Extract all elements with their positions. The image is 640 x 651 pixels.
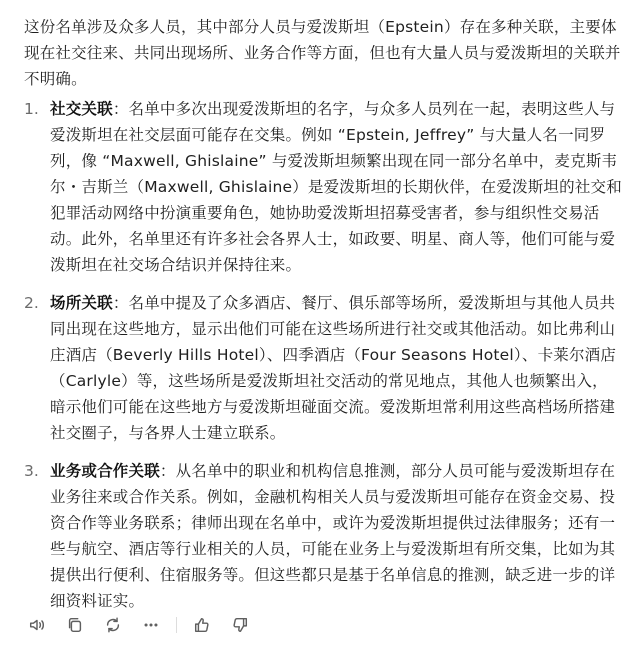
- copy-icon: [66, 616, 84, 634]
- thumbs-down-icon: [231, 616, 249, 634]
- list-item-text: ：名单中多次出现爱泼斯坦的名字，与众多人员列在一起，表明这些人与爱泼斯坦在社交层面可能存在交集。例如 “Epstein, Jeffrey” 与大量人名一同罗列，像 “Maxwell, Ghislaine” 与爱泼斯坦频繁出现在同一部分名单中，麦克斯韦尔・吉斯兰（Maxwell, Ghislaine）是爱泼斯坦的长期伙伴，在爱泼斯坦的社交和犯罪活动网络中扮演重要角色，她协助爱泼斯坦招募受害者，参与组织性交易活动。此外，名单里还有许多社会各界人士，如政要、明星、商人等，他们可能与爱泼斯坦在社交场合结识并保持往来。: [50, 100, 622, 274]
- list-number: 3.: [24, 462, 39, 480]
- list-item-body: [50, 290, 622, 446]
- list-item-title: 社交关联: [50, 100, 113, 118]
- thumbs-up-icon: [193, 616, 211, 634]
- regenerate-button[interactable]: [100, 612, 126, 638]
- list-item-text: ：名单中提及了众多酒店、餐厅、俱乐部等场所，爱泼斯坦与其他人员共同出现在这些地方，显示出他们可能在这些场所进行社交或其他活动。如比弗利山庄酒店（Beverly Hills Hotel）、四季酒店（Four Seasons Hotel）、卡莱尔酒店（Carlyle）等，这些场所是爱泼斯坦社交活动的常见地点，其他人也频繁出入，暗示他们可能在这些地方与爱泼斯坦碰面交流。爱泼斯坦常利用这些高档场所搭建社交圈子，与各界人士建立联系。: [50, 294, 617, 442]
- dislike-button[interactable]: [227, 612, 253, 638]
- list-item: [24, 96, 624, 278]
- list-item: [24, 458, 624, 614]
- more-icon: [142, 616, 160, 634]
- list-number: 2.: [24, 294, 39, 312]
- toolbar-divider: [176, 617, 177, 633]
- list-item-body: [50, 96, 622, 278]
- list-item: [24, 290, 624, 446]
- copy-button[interactable]: [62, 612, 88, 638]
- response-toolbar: [24, 612, 253, 638]
- like-button[interactable]: [189, 612, 215, 638]
- list-item-text: ：从名单中的职业和机构信息推测，部分人员可能与爱泼斯坦存在业务往来或合作关系。例如，金融机构相关人员与爱泼斯坦可能存在资金交易、投资合作等业务联系；律师出现在名单中，或许为爱泼斯坦提供过法律服务；还有一些与航空、酒店等行业相关的人员，可能在业务上与爱泼斯坦有所交集，比如为其提供出行便利、住宿服务等。但这些都只是基于名单信息的推测，缺乏进一步的详细资料证实。: [50, 462, 616, 610]
- list-number: 1.: [24, 100, 39, 118]
- read-aloud-button[interactable]: [24, 612, 50, 638]
- numbered-list: [24, 96, 624, 626]
- list-item-title: 业务或合作关联: [50, 462, 160, 480]
- speaker-icon: [28, 616, 46, 634]
- refresh-icon: [104, 616, 122, 634]
- list-item-body: [50, 458, 622, 614]
- list-item-title: 场所关联: [50, 294, 113, 312]
- more-button[interactable]: [138, 612, 164, 638]
- intro-paragraph: 这份名单涉及众多人员，其中部分人员与爱泼斯坦（Epstein）存在多种关联，主要体现在社交往来、共同出现场所、业务合作等方面，但也有大量人员与爱泼斯坦的关联并不明确。: [24, 18, 621, 88]
